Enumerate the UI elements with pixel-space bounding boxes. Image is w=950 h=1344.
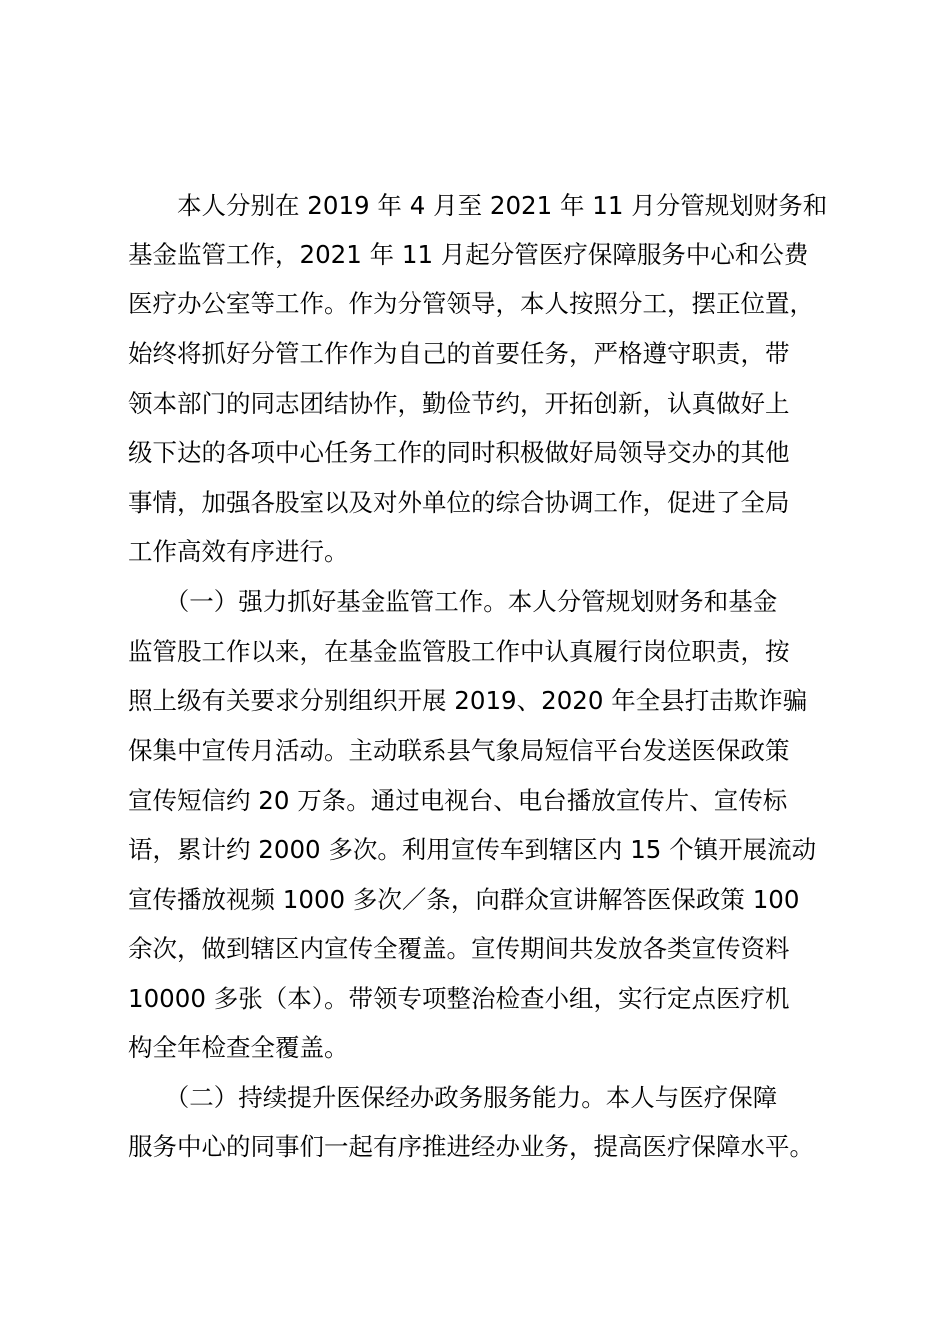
text-line: 服务中心的同事们一起有序推进经办业务，提高医疗保障水平。 — [128, 1132, 814, 1161]
text-line: 语，累计约 2000 多次。利用宣传车到辖区内 15 个镇开展流动 — [128, 835, 817, 864]
text-line: 始终将抓好分管工作作为自己的首要任务，严格遵守职责，带 — [128, 339, 790, 368]
text-line: 工作高效有序进行。 — [128, 537, 349, 566]
text-line: 余次，做到辖区内宣传全覆盖。宣传期间共发放各类宣传资料 — [128, 934, 790, 963]
text-line: 级下达的各项中心任务工作的同时积极做好局领导交办的其他 — [128, 438, 790, 467]
text-line: 照上级有关要求分别组织开展 2019、2020 年全县打击欺诈骗 — [128, 686, 808, 715]
text-line: 医疗办公室等工作。作为分管领导，本人按照分工，摆正位置， — [128, 289, 814, 318]
text-line: 宣传播放视频 1000 多次／条，向群众宣讲解答医保政策 100 — [128, 885, 800, 914]
text-line: （一）强力抓好基金监管工作。本人分管规划财务和基金 — [128, 587, 778, 616]
text-line: 监管股工作以来，在基金监管股工作中认真履行岗位职责，按 — [128, 637, 790, 666]
text-line: 基金监管工作，2021 年 11 月起分管医疗保障服务中心和公费 — [128, 240, 809, 269]
text-line: 构全年检查全覆盖。 — [128, 1033, 349, 1062]
text-line: 10000 多张（本）。带领专项整治检查小组，实行定点医疗机 — [128, 984, 790, 1013]
text-line: （二）持续提升医保经办政务服务能力。本人与医疗保障 — [128, 1083, 778, 1112]
text-line: 领本部门的同志团结协作，勤俭节约，开拓创新，认真做好上 — [128, 389, 790, 418]
text-line: 本人分别在 2019 年 4 月至 2021 年 11 月分管规划财务和 — [128, 191, 828, 220]
text-line: 宣传短信约 20 万条。通过电视台、电台播放宣传片、宣传标 — [128, 786, 788, 815]
text-line: 事情，加强各股室以及对外单位的综合协调工作，促进了全局 — [128, 488, 790, 517]
text-line: 保集中宣传月活动。主动联系县气象局短信平台发送医保政策 — [128, 736, 790, 765]
